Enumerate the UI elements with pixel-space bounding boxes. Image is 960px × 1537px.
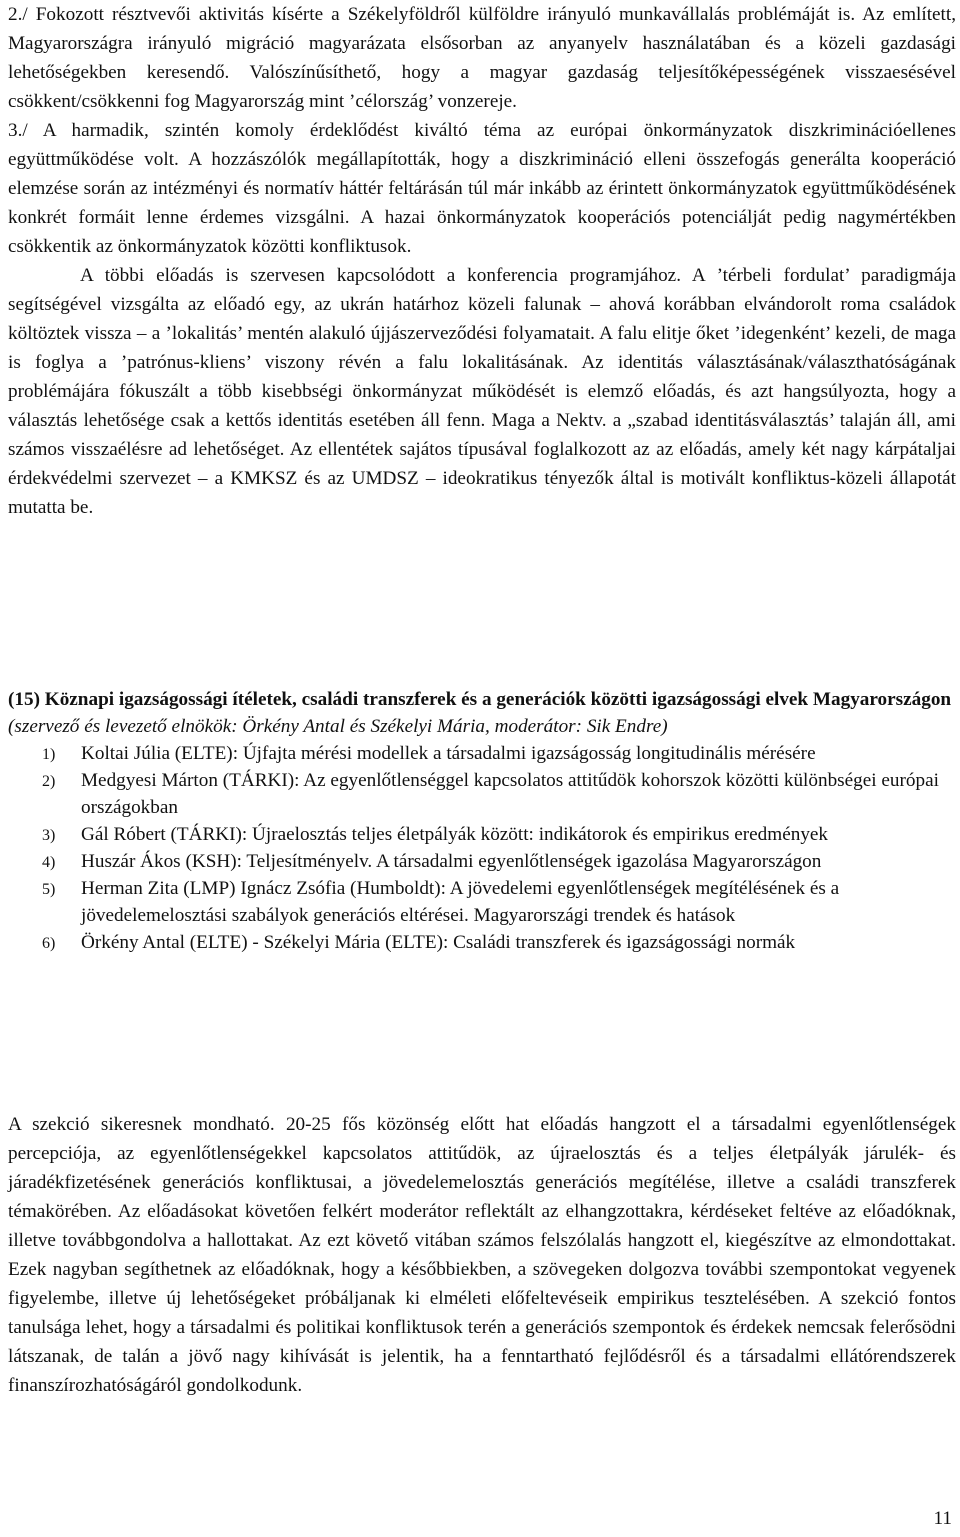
section-previous-discussion bbox=[8, 0, 956, 522]
talk-title: Gál Róbert (TÁRKI): Újraelosztás teljes életpályák között: indikátorok és empirikus eredmények bbox=[81, 824, 829, 845]
talk-title: Koltai Júlia (ELTE): Újfajta mérési modellek a társadalmi igazságosság longitudinális mérésére bbox=[81, 743, 816, 764]
section-organizers: (szervező és levezető elnökök: Örkény Antal és Székelyi Mária, moderátor: Sik Endre) bbox=[8, 716, 668, 737]
list-number: 5) bbox=[42, 881, 56, 898]
paragraph-point-3: 3./ A harmadik, szintén komoly érdeklődést kiváltó téma az európai önkormányzatok diszkriminációellenes együttműködése volt. A hozzászólók megállapították, hogy a diszkrimináció elleni összefogás generálta kooperáció elemzése során az intézményi és normatív háttér feltárásán túl már inkább az érintett önkormányzatok együttműködésének konkrét formáit lenne érdemes vizsgálni. A hazai önkormányzatok kooperációs potenciálját pedig nagymértékben csökkentik az önkormányzatok közötti konfliktusok. bbox=[8, 120, 956, 257]
list-item bbox=[8, 848, 956, 875]
talk-title: Huszár Ákos (KSH): Teljesítményelv. A társadalmi egyenlőtlenségek igazolása Magyarországon bbox=[81, 851, 822, 872]
list-item bbox=[8, 740, 956, 767]
list-item bbox=[8, 767, 956, 821]
talk-title: Herman Zita (LMP) Ignácz Zsófia (Humboldt): A jövedelemi egyenlőtlenségek megítélésének és a jövedelemelosztási szabályok generációs eltérései. Magyarországi trendek és hatások bbox=[81, 878, 840, 926]
paragraph-other-talks: A többi előadás is szervesen kapcsolódott a konferencia programjához. A ’térbeli fordulat’ paradigmája segítségével vizsgálta az előadó egy, az ukrán határhoz közeli falunak – ahová korábban elvándorolt roma családok költöztek vissza – a ’lokalitás’ mentén alakuló újjászerveződési folyamatait. A falu elitje őket ’idegenként’ kezeli, de maga is foglya a ’patrónus-kliens’ viszony révén a falu lokalitásának. Az identitás választásának/választhatóságának problémájára fókuszált a több kisebbségi önkormányzat működését is elemző előadás, és azt hangsúlyozta, hogy a választás lehetősége csak a kettős identitás esetében áll fenn. Maga a Nektv. a „szabad identitásválasztás’ talaján áll, ami számos visszaélésre ad lehetőséget. Az ellentétek sajátos típusával foglalkozott az az előadás, amely két nagy kárpátaljai érdekvédelmi szervezet – a KMKSZ és az UMDSZ – ideokratikus tényezők által is motivált konfliktus-közeli állapotát mutatta be. bbox=[8, 265, 956, 518]
list-item bbox=[8, 875, 956, 929]
page-number: 11 bbox=[933, 1508, 952, 1529]
list-number: 4) bbox=[42, 854, 56, 871]
list-number: 3) bbox=[42, 827, 56, 844]
talk-list bbox=[8, 740, 956, 956]
talk-title: Medgyesi Márton (TÁRKI): Az egyenlőtlenséggel kapcsolatos attitűdök kohorszok közötti különbségei európai országokban bbox=[81, 770, 939, 818]
section-summary bbox=[8, 1110, 956, 1400]
section-heading: (15) Köznapi igazságossági ítéletek, családi transzferek és a generációk közötti igazságossági elvek Magyarországon bbox=[8, 689, 952, 710]
section-15 bbox=[8, 686, 956, 956]
list-number: 1) bbox=[42, 746, 56, 763]
summary-paragraph: A szekció sikeresnek mondható. 20-25 fős közönség előtt hat előadás hangzott el a társadalmi egyenlőtlenségek percepciója, az egyenlőtlenségekkel kapcsolatos attitűdök, az újraelosztás és a teljes életpályák járulék- és járadékfizetésének generációs konfliktusai, a jövedelemelosztás generációs megítélése, illetve a családi transzferek témakörében. Az előadásokat követően felkért moderátor reflektált az elhangzottakra, kérdéseket feltéve az előadóknak, illetve továbbgondolva a hallottakat. Az ezt követő vitában számos felszólalás hangzott el, kiegészítve az elmondottakat. Ezek nagyban segíthetnek az előadóknak, hogy a későbbiekben, a szövegeken dolgozva további szempontokat vegyenek figyelembe, illetve új lehetőségeket próbáljanak ki elméleti előfeltevéseik empirikus tesztelésében. A szekció fontos tanulsága lehet, hogy a társadalmi és politikai konfliktusok terén a generációs szempontok és érdekek nemcsak felerősödni látszanak, de talán a jövő nagy kihívását is jelentik, ha a fenntartható fejlődésről és a társadalmi ellátórendszerek finanszírozhatóságáról gondolkodunk. bbox=[8, 1114, 956, 1396]
list-number: 2) bbox=[42, 773, 56, 790]
paragraph-point-2: 2./ Fokozott résztvevői aktivitás kísérte a Székelyföldről külföldre irányuló munkavállalás problémáját is. Az említett, Magyarországra irányuló migráció magyarázata elsősorban az anyanyelv használatában és a közeli gazdasági lehetőségekben keresendő. Valószínűsíthető, hogy a magyar gazdaság teljesítőképességének visszaesésével csökkent/csökkenni fog Magyarország mint ’célország’ vonzereje. bbox=[8, 4, 956, 112]
list-item bbox=[8, 929, 956, 956]
talk-title: Örkény Antal (ELTE) - Székelyi Mária (ELTE): Családi transzferek és igazságossági normák bbox=[81, 932, 796, 953]
list-number: 6) bbox=[42, 935, 56, 952]
list-item bbox=[8, 821, 956, 848]
